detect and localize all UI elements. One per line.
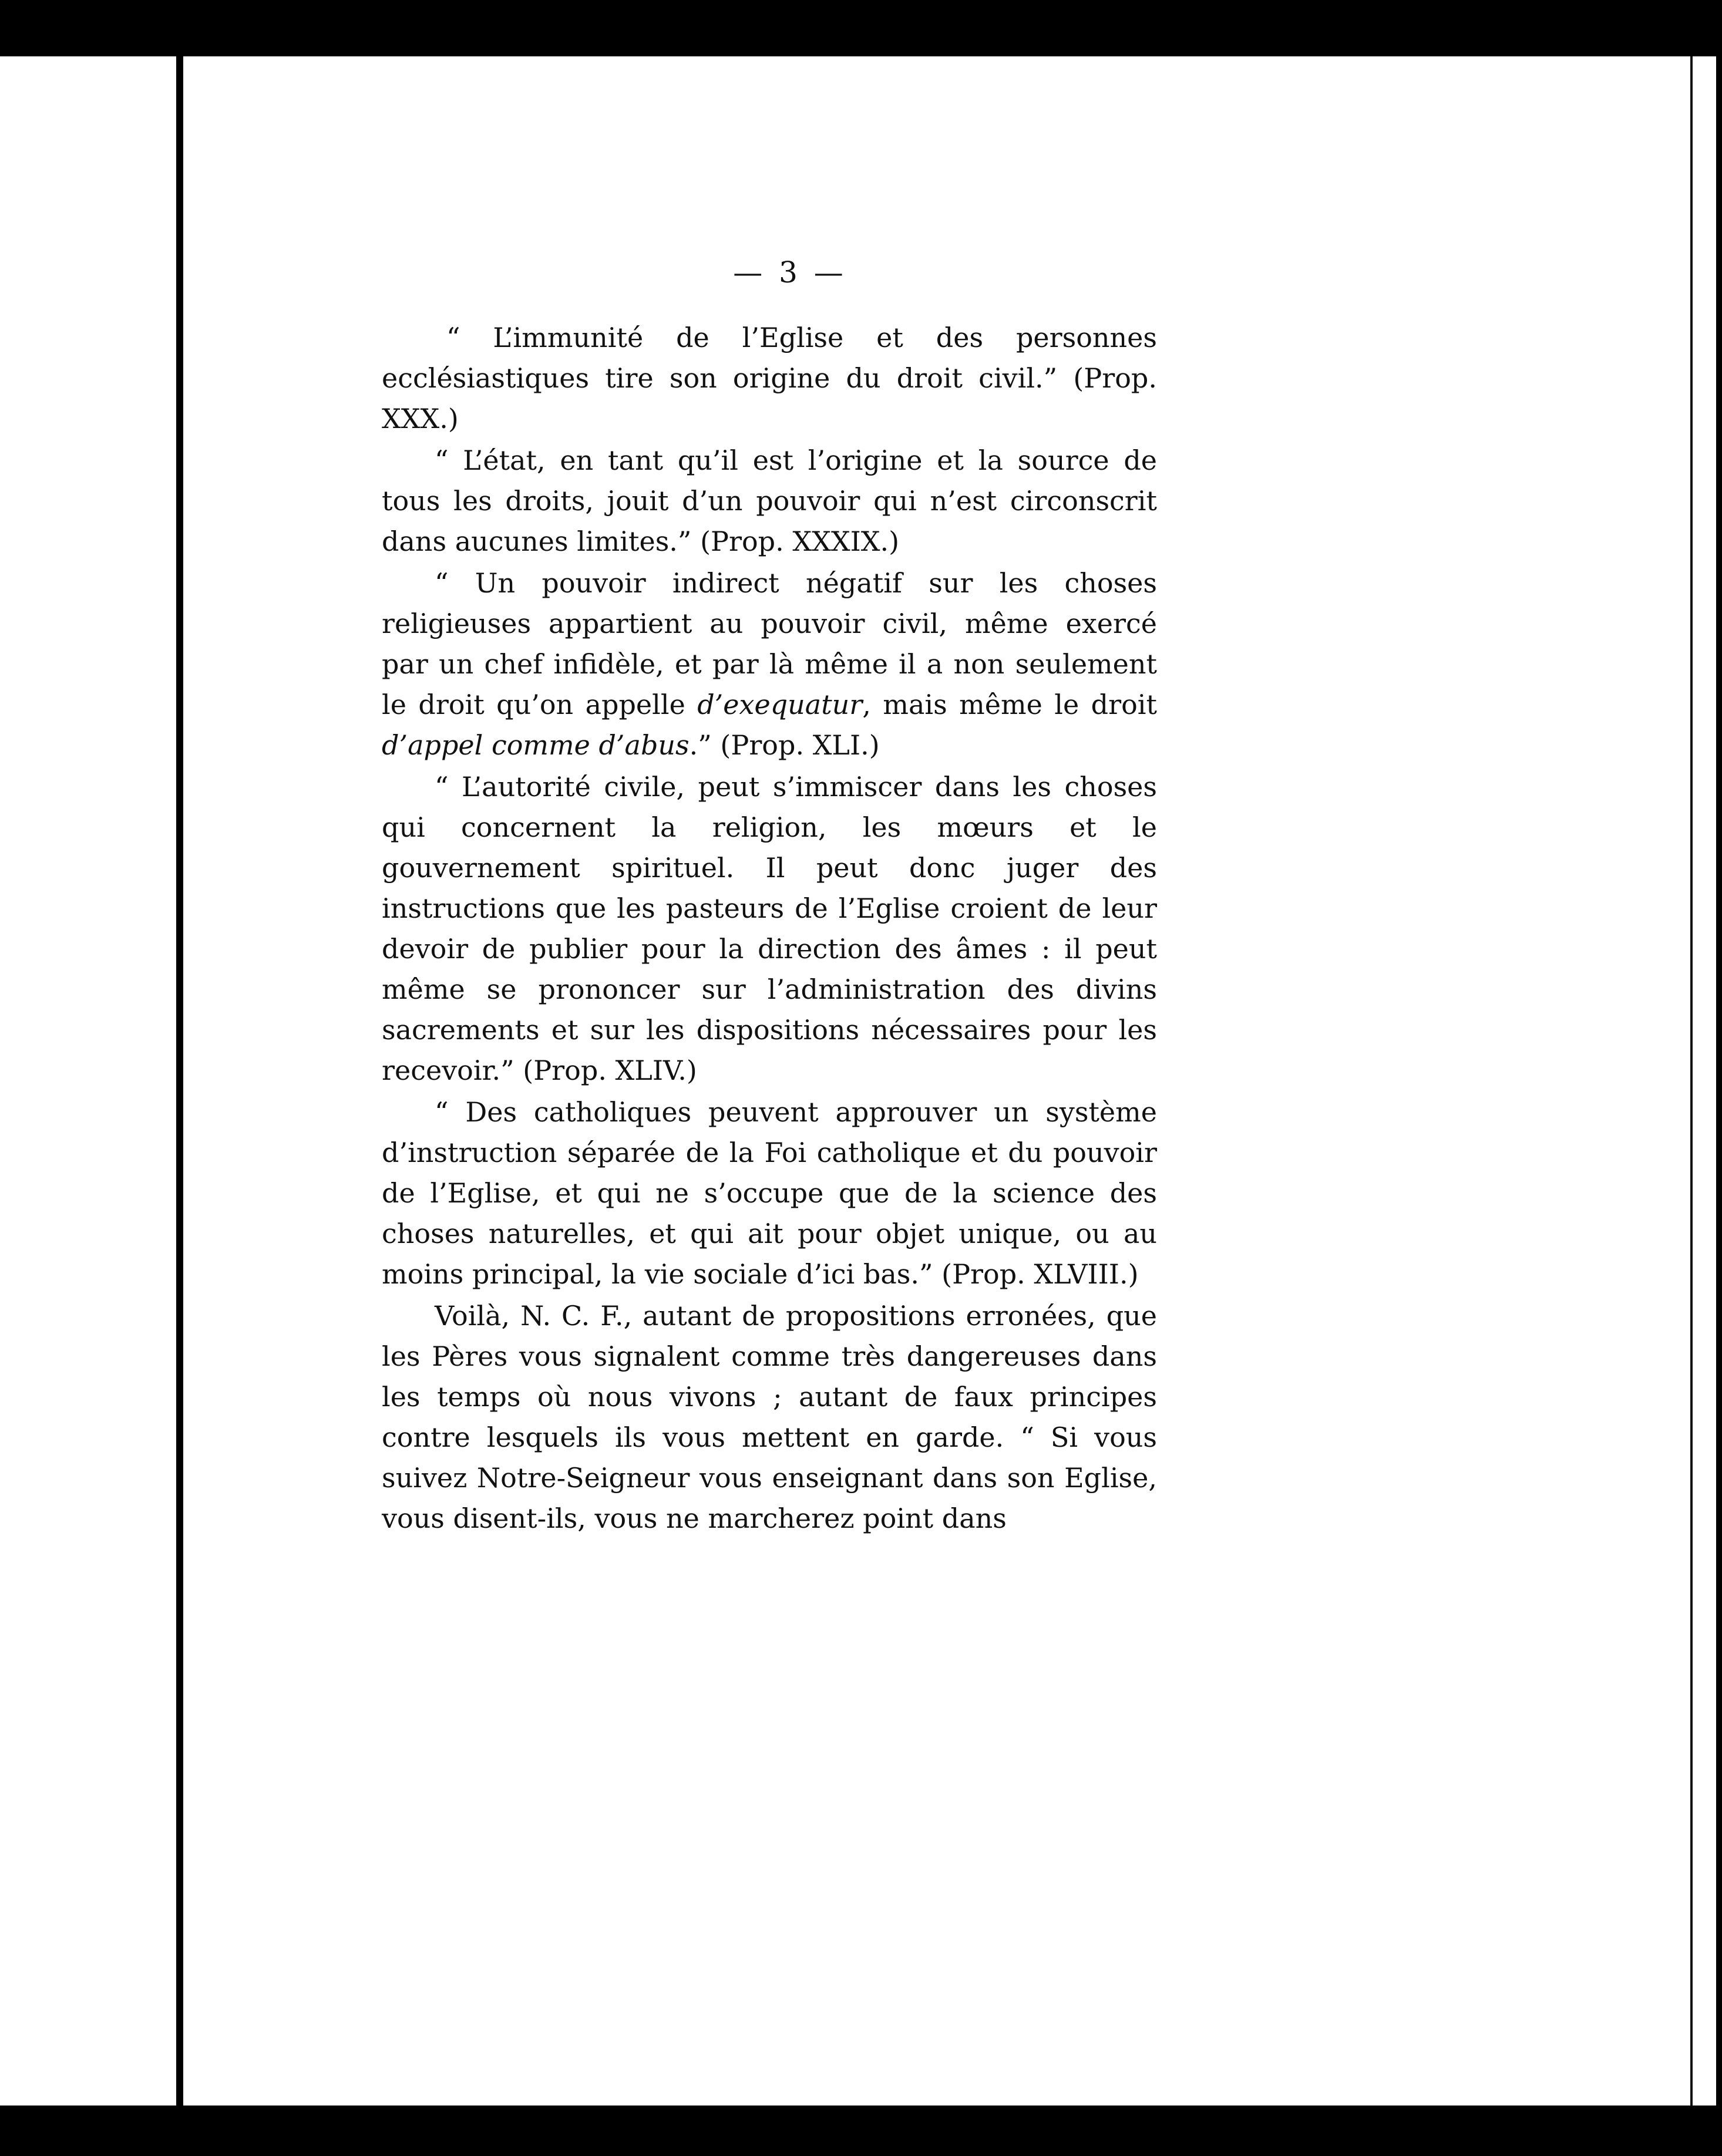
previous-page-edge <box>0 56 181 2106</box>
paragraph-text: “ L’état, en tant qu’il est l’origine et la source de tous les droits, jouit d’un pouvoir qui n’est circonscrit dans aucunes limites.” (Prop. XXXIX.) <box>382 444 1157 557</box>
italic-term-exequatur: d’exequatur <box>697 689 863 720</box>
page-number: — 3 — <box>733 255 847 289</box>
paragraph-prop-xliv <box>382 767 1157 1091</box>
paragraph-text: , mais même le droit <box>862 689 1157 720</box>
paragraph-text: “ Des catholiques peuvent approuver un système d’instruction séparée de la Foi catholique et du pouvoir de l’Eglise, et qui ne s’occupe que de la science des choses naturelles, et qui ait pour objet unique, ou au moins principal, la vie sociale d’ici bas.” (Prop. XLVIII.) <box>382 1096 1157 1290</box>
paragraph-text: .” (Prop. XLI.) <box>689 729 880 761</box>
paragraph-text: Voilà, N. C. F., autant de propositions erronées, que les Pères vous signalent comme très dangereuses dans les temps où nous vivons ; autant de faux principes contre lesquels ils vous mettent en garde. “ Si vous suivez Notre-Seigneur vous enseignant dans son Eglise, vous disent-ils, vous ne marcherez point dans <box>382 1300 1157 1534</box>
paragraph-prop-xli <box>382 563 1157 766</box>
paragraph-prop-xxxix <box>382 440 1157 562</box>
paragraph-text: “ Un pouvoir indirect négatif sur les choses religieuses appartient au pouvoir civil, même exercé par un chef infidèle, et par là même il a non seulement le droit qu’on appelle <box>382 567 1157 720</box>
paragraph-voila <box>382 1296 1157 1539</box>
paragraph-text: “ L’immunité de l’Eglise et des personnes ecclésiastiques tire son origine du droit civil.” (Prop. XXX.) <box>382 322 1157 434</box>
page-text <box>382 252 1157 1540</box>
paragraph-prop-xlviii <box>382 1092 1157 1295</box>
next-page-edge <box>1690 56 1716 2106</box>
paragraph-text: “ L’autorité civile, peut s’immiscer dans les choses qui concernent la religion, les mœurs et le gouvernement spirituel. Il peut donc juger des instructions que les pasteurs de l’Eglise croient de leur devoir de publier pour la direction des âmes : il peut même se prononcer sur l’administration des divins sacrements et sur les dispositions nécessaires pour les recevoir.” (Prop. XLIV.) <box>382 771 1157 1086</box>
paragraph-prop-xxx <box>382 318 1157 439</box>
italic-term-appel-comme-dabus: d’appel comme d’abus <box>382 729 690 761</box>
